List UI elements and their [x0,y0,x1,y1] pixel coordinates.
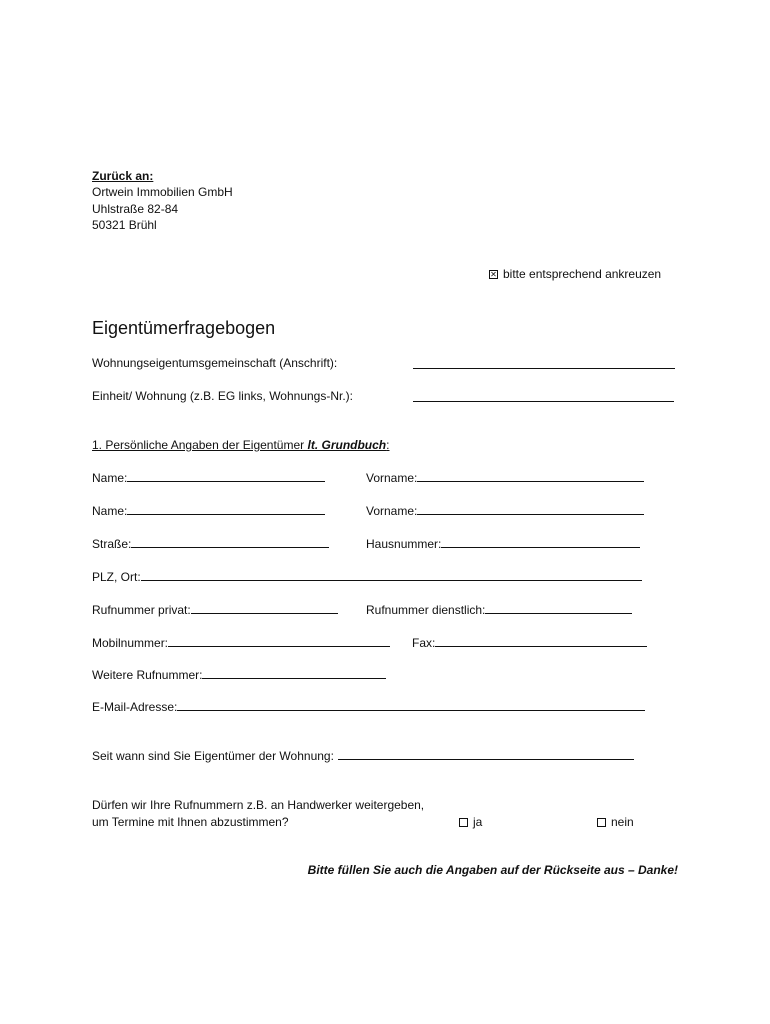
checkbox-no-icon[interactable] [597,818,606,827]
hausnummer-row [366,535,640,552]
answer-yes-label: ja [473,815,483,829]
name1-field[interactable] [127,469,325,482]
hausnummer-label: Hausnummer: [366,537,442,551]
name2-row [92,502,325,519]
checkbox-yes-icon[interactable] [459,818,468,827]
plz-label: PLZ, Ort: [92,570,141,584]
weitere-label: Weitere Rufnummer: [92,668,203,682]
weg-label: Wohnungseigentumsgemeinschaft (Anschrift): [92,356,338,370]
fax-row [412,634,647,651]
plz-row [92,568,642,585]
strasse-label: Straße: [92,537,132,551]
return-address-heading: Zurück an: [92,169,154,183]
question-line1: Dürfen wir Ihre Rufnummern z.B. an Handwerker weitergeben, [92,798,425,812]
unit-field[interactable] [413,389,674,402]
vorname1-label: Vorname: [366,471,418,485]
return-address-city: 50321 Brühl [92,218,157,232]
name1-label: Name: [92,471,128,485]
return-address-street: Uhlstraße 82-84 [92,202,179,216]
tel-privat-field[interactable] [191,601,338,614]
unit-label: Einheit/ Wohnung (z.B. EG links, Wohnungs-Nr.): [92,389,354,403]
tel-privat-row [92,601,338,618]
answer-no[interactable] [597,814,634,830]
name1-row [92,469,325,486]
since-label: Seit wann sind Sie Eigentümer der Wohnung: [92,749,334,763]
vorname1-row [366,469,644,486]
section1-prefix: 1. Persönliche Angaben der Eigentümer [92,438,308,452]
weitere-field[interactable] [202,666,386,679]
vorname2-field[interactable] [417,502,644,515]
mobil-label: Mobilnummer: [92,636,169,650]
since-field[interactable] [338,747,634,760]
vorname2-label: Vorname: [366,504,418,518]
footer-note: Bitte füllen Sie auch die Angaben auf der Rückseite aus – Danke! [307,863,678,877]
weitere-row [92,666,386,683]
hausnummer-field[interactable] [441,535,640,548]
tel-dienst-row [366,601,632,618]
check-hint-text: bitte entsprechend ankreuzen [503,267,662,281]
mobil-row [92,634,390,651]
strasse-row [92,535,329,552]
section1-heading [92,437,389,453]
email-label: E-Mail-Adresse: [92,700,178,714]
section1-emph: lt. Grundbuch [307,438,387,452]
check-hint [489,266,661,282]
plz-field[interactable] [141,568,642,581]
mobil-field[interactable] [168,634,390,647]
fax-field[interactable] [435,634,647,647]
name2-field[interactable] [127,502,325,515]
return-address-company: Ortwein Immobilien GmbH [92,185,233,199]
email-row [92,698,645,715]
checked-box-icon [489,270,498,279]
vorname2-row [366,502,644,519]
tel-dienst-label: Rufnummer dienstlich: [366,603,486,617]
page-title: Eigentümerfragebogen [92,318,276,338]
since-row [92,747,634,764]
answer-no-label: nein [611,815,634,829]
tel-dienst-field[interactable] [485,601,632,614]
answer-yes[interactable] [459,814,482,830]
weg-field[interactable] [413,356,675,369]
vorname1-field[interactable] [417,469,644,482]
fax-label: Fax: [412,636,436,650]
section1-suffix: : [386,438,390,452]
strasse-field[interactable] [131,535,329,548]
question-line2: um Termine mit Ihnen abzustimmen? [92,815,289,829]
name2-label: Name: [92,504,128,518]
email-field[interactable] [177,698,645,711]
tel-privat-label: Rufnummer privat: [92,603,191,617]
